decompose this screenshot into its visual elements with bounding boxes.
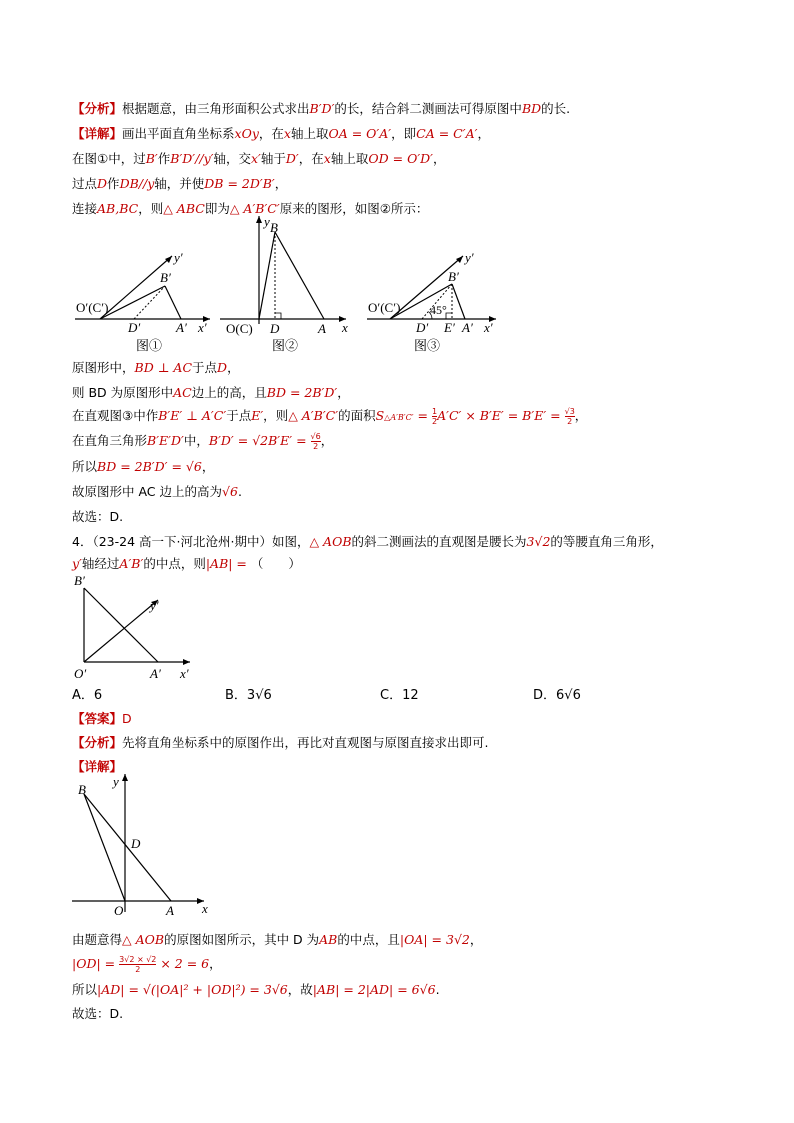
label-y: y′: [465, 250, 474, 265]
label-angle: 45°: [430, 303, 447, 317]
label-d: D′: [128, 320, 141, 335]
figure-3-caption: 图③: [414, 338, 441, 353]
label-o: O′(C′): [368, 300, 401, 315]
label-a: A′: [150, 666, 161, 681]
label-e: E′: [444, 320, 455, 335]
label-x: x: [342, 320, 348, 335]
label-a: A′: [176, 320, 187, 335]
choice-line-3: 故选：D.: [72, 509, 124, 524]
figure-2-caption: 图②: [272, 338, 299, 353]
label-a: A: [166, 903, 174, 918]
detail-tag: 【详解】: [72, 126, 123, 141]
label-a: A′: [462, 320, 473, 335]
label-d: D: [270, 321, 280, 336]
label-b: B′: [160, 270, 171, 285]
label-o: O′(C′): [76, 300, 109, 315]
analysis-tag: 【分析】: [72, 735, 123, 750]
question-4-figure: [70, 570, 200, 685]
label-y: y′: [150, 598, 159, 613]
option-a[interactable]: A．6: [72, 688, 103, 703]
solution-line-5: 所以BD = 2B′D′ = √6，: [72, 459, 215, 474]
label-y: y′: [174, 250, 183, 265]
figure-1-caption: 图①: [136, 338, 163, 353]
solution-line-6: 故原图形中 AC 边上的高为√6.: [72, 484, 242, 499]
label-d: D′: [416, 320, 429, 335]
analysis-tag: 【分析】: [72, 101, 123, 116]
figure-1: [70, 240, 220, 355]
label-x: x: [202, 901, 208, 916]
option-c[interactable]: C．12: [380, 688, 419, 703]
label-b: B: [270, 220, 278, 235]
option-b[interactable]: B．3√6: [225, 688, 272, 703]
answer-value: D: [122, 711, 132, 726]
question-4-line-2: y′轴经过A′B′的中点，则|AB| = （ ）: [72, 556, 301, 571]
label-o: O′: [74, 666, 87, 681]
answer-tag: 【答案】: [72, 711, 123, 726]
detail-tag: 【详解】: [72, 759, 123, 774]
solution-line-1: 原图形中，BD ⊥ AC于点D，: [72, 360, 240, 375]
detail-line-1: 【详解】画出平面直角坐标系xOy，在x轴上取OA = O′A′，即CA = C′A′，: [72, 126, 490, 141]
label-x: x′: [484, 320, 493, 335]
label-x: x′: [180, 666, 189, 681]
label-b: B: [78, 782, 86, 797]
label-x: x′: [198, 320, 207, 335]
label-o: O(C): [226, 321, 253, 336]
solution-line-2: 则 BD 为原图形中AC边上的高，且BD = 2B′D′，: [72, 385, 350, 400]
label-a: A: [318, 321, 326, 336]
label-o: O: [114, 903, 124, 918]
detail-line-2: 在图①中，过B′作B′D′//y′轴，交x′轴于D′，在x轴上取OD = O′D′，: [72, 151, 446, 166]
answer-4-line-3: 所以|AD| = √(|OA|² + |OD|²) = 3√6，故|AB| = 2|AD| = 6√6.: [72, 982, 440, 997]
answer-4-line-2: |OD| = $\frac{3√2 \times √2}{2}$ × 2 = 6，: [72, 955, 222, 974]
answer-4-figure: [70, 772, 215, 920]
label-b: B′: [74, 573, 85, 588]
analysis-4-line: 【分析】先将直角坐标系中的原图作出，再比对直观图与原图直接求出即可.: [72, 735, 489, 750]
figure-2: [218, 212, 358, 355]
choice-line-4: 故选：D.: [72, 1006, 124, 1021]
answer-4-line-1: 由题意得△ AOB的原图如图所示，其中 D 为AB的中点，且|OA| = 3√2，: [72, 932, 483, 947]
question-4-line-1: 4．（23-24 高一下·河北沧州·期中）如图，△ AOB的斜二测画法的直观图是腰长为3√2的等腰直角三角形，: [72, 534, 663, 549]
solution-line-3: 在直观图③中作B′E′ ⊥ A′C′于点E′，则△ A′B′C′的面积S△A′B′C′ = $\frac{1}{2}$ A′C′ × B′E′ = B′E′ = $\frac{√3}{2}$ ，: [72, 407, 588, 426]
detail-line-4: 连接AB,BC，则△ ABC即为△ A′B′C′原来的图形，如图②所示：: [72, 201, 429, 216]
label-b: B′: [448, 269, 459, 284]
detail-line-3: 过点D作DB//y轴，并使DB = 2D′B′，: [72, 176, 288, 191]
option-d[interactable]: D．6√6: [533, 688, 581, 703]
answer-line: [72, 710, 132, 728]
label-d: D: [131, 836, 141, 851]
label-y: y: [113, 774, 119, 789]
analysis-line: 【分析】根据题意，由三角形面积公式求出B′D′的长，结合斜二测画法可得原图中BD的长.: [72, 101, 571, 116]
figure-3: [362, 240, 507, 355]
label-y: y: [264, 214, 270, 229]
solution-line-4: 在直角三角形B′E′D′中，B′D′ = √2B′E′ = $\frac{√6}{2}$ ，: [72, 432, 334, 451]
